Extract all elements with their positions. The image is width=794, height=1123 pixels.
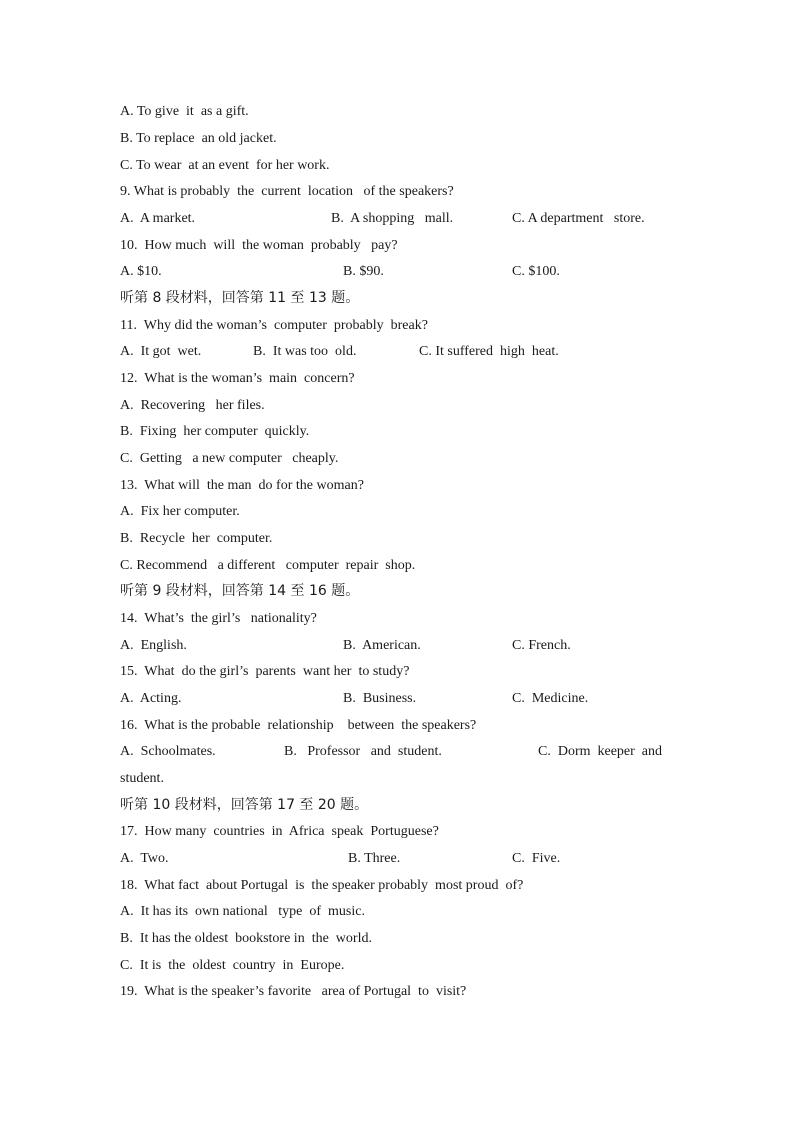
q16-option-b: B. Professor and student. bbox=[284, 744, 442, 759]
q13-option-c: C. Recommend a different computer repair shop. bbox=[120, 558, 416, 573]
q13-option-b: B. Recycle her computer. bbox=[120, 531, 273, 546]
section-8-heading: 听第 8 段材料，回答第 11 至 13 题。 bbox=[120, 290, 360, 306]
question-12: 12. What is the woman’s main concern? bbox=[120, 371, 355, 386]
q13-option-a: A. Fix her computer. bbox=[120, 504, 240, 519]
q10-option-a: A. $10. bbox=[120, 264, 162, 279]
q16-option-c-continuation: student. bbox=[120, 771, 164, 786]
question-18: 18. What fact about Portugal is the speaker probably most proud of? bbox=[120, 878, 524, 893]
q10-option-c: C. $100. bbox=[512, 264, 560, 279]
q15-option-b: B. Business. bbox=[343, 691, 417, 706]
q11-option-b: B. It was too old. bbox=[253, 344, 357, 359]
question-9: 9. What is probably the current location of the speakers? bbox=[120, 184, 454, 199]
q18-option-c: C. It is the oldest country in Europe. bbox=[120, 958, 345, 973]
q12-option-b: B. Fixing her computer quickly. bbox=[120, 424, 310, 439]
section-10-heading: 听第 10 段材料，回答第 17 至 20 题。 bbox=[120, 797, 369, 813]
q14-option-c: C. French. bbox=[512, 638, 571, 653]
q16-option-c: C. Dorm keeper and bbox=[538, 744, 663, 759]
q9-option-b: B. A shopping mall. bbox=[331, 211, 454, 226]
q12-option-c: C. Getting a new computer cheaply. bbox=[120, 451, 339, 466]
question-16: 16. What is the probable relationship between the speakers? bbox=[120, 718, 477, 733]
q14-option-b: B. American. bbox=[343, 638, 421, 653]
q17-option-a: A. Two. bbox=[120, 851, 169, 866]
q12-option-a: A. Recovering her files. bbox=[120, 398, 265, 413]
q8-option-a: A. To give it as a gift. bbox=[120, 104, 249, 119]
question-10: 10. How much will the woman probably pay? bbox=[120, 238, 398, 253]
question-14: 14. What’s the girl’s nationality? bbox=[120, 611, 317, 626]
q16-option-a: A. Schoolmates. bbox=[120, 744, 216, 759]
q11-option-c: C. It suffered high heat. bbox=[419, 344, 559, 359]
question-11: 11. Why did the woman’s computer probably break? bbox=[120, 318, 428, 333]
q17-option-b: B. Three. bbox=[348, 851, 401, 866]
q15-option-a: A. Acting. bbox=[120, 691, 182, 706]
question-19: 19. What is the speaker’s favorite area of Portugal to visit? bbox=[120, 984, 467, 999]
q8-option-b: B. To replace an old jacket. bbox=[120, 131, 277, 146]
q18-option-a: A. It has its own national type of music. bbox=[120, 904, 365, 919]
q14-option-a: A. English. bbox=[120, 638, 187, 653]
question-17: 17. How many countries in Africa speak Portuguese? bbox=[120, 824, 439, 839]
q17-option-c: C. Five. bbox=[512, 851, 561, 866]
q11-option-a: A. It got wet. bbox=[120, 344, 202, 359]
question-15: 15. What do the girl’s parents want her to study? bbox=[120, 664, 410, 679]
q9-option-a: A. A market. bbox=[120, 211, 196, 226]
section-9-heading: 听第 9 段材料，回答第 14 至 16 题。 bbox=[120, 583, 360, 599]
question-13: 13. What will the man do for the woman? bbox=[120, 478, 364, 493]
q18-option-b: B. It has the oldest bookstore in the world. bbox=[120, 931, 372, 946]
q10-option-b: B. $90. bbox=[343, 264, 384, 279]
q15-option-c: C. Medicine. bbox=[512, 691, 589, 706]
q9-option-c: C. A department store. bbox=[512, 211, 645, 226]
q8-option-c: C. To wear at an event for her work. bbox=[120, 158, 330, 173]
